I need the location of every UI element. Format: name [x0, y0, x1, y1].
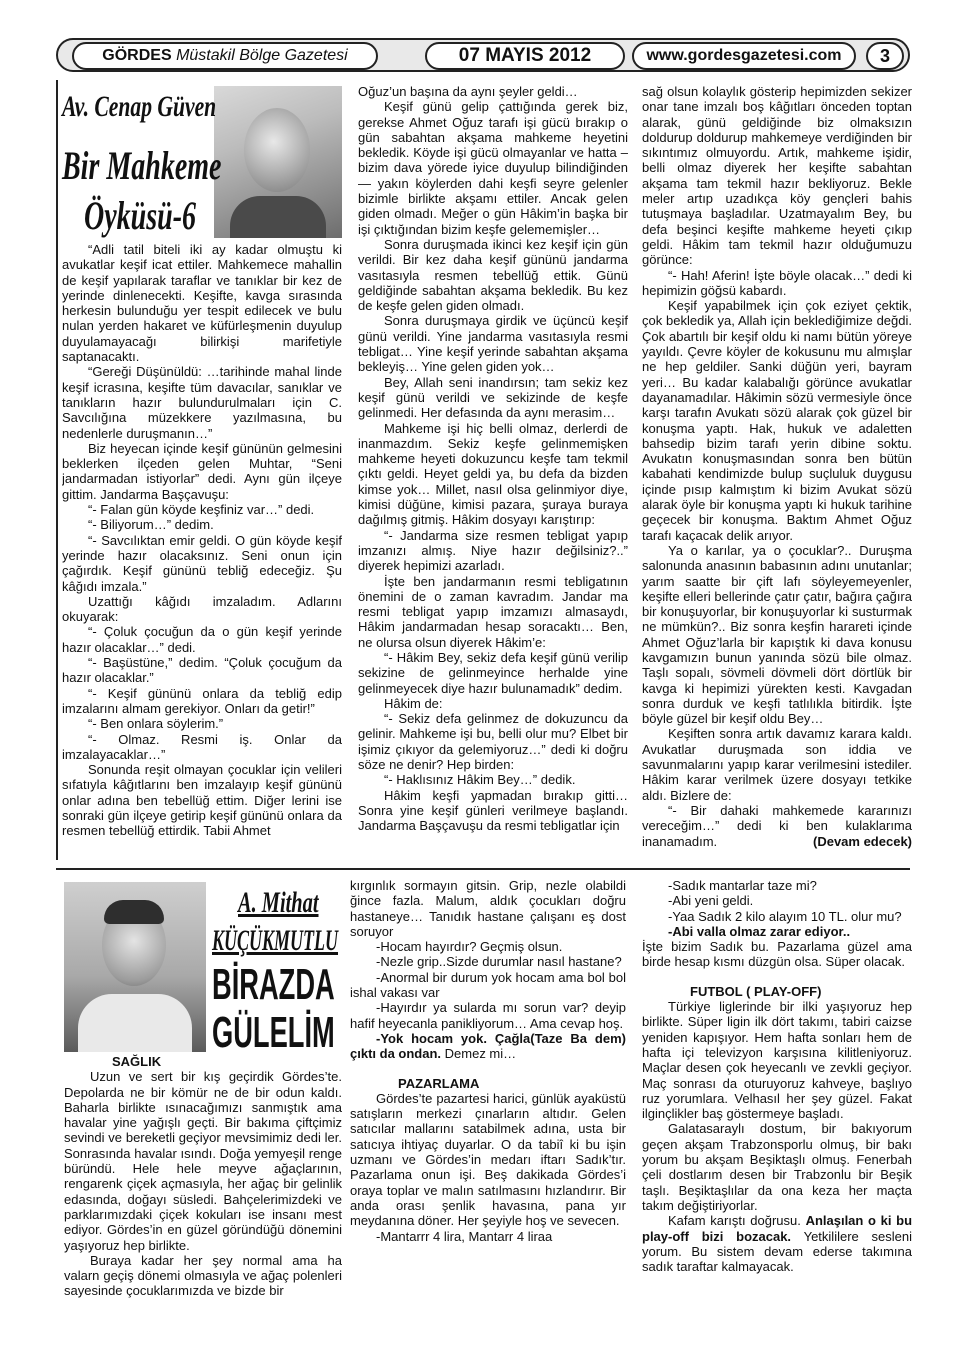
paper-name-rest: Müstakil Bölge Gazetesi	[176, 47, 348, 64]
article2-column-2	[350, 878, 626, 1316]
paragraph	[642, 1213, 912, 1274]
article-left-rule	[56, 80, 58, 860]
author-shoulders	[230, 196, 326, 238]
author-photo-mithat-kucukmutlu	[64, 882, 206, 1052]
spacer	[350, 1062, 626, 1076]
section-heading-futbol: FUTBOL ( PLAY-OFF)	[690, 983, 822, 999]
author-shirt	[78, 994, 192, 1052]
dialogue-line: -Sadık mantarlar taze mi?	[668, 878, 817, 893]
paragraph: “- Başüstüne,” dedim. “Çoluk çocuğum da hazır olacaklar.”	[62, 655, 342, 686]
paragraph: “- Savcılıktan emir geldi. O gün köyde keşif yerinde hazır olacaksınız. Seni onun için çağırdık. Keşif gününü tebliğ edeceğiz. Şu kâğıdı imzala.”	[62, 532, 342, 594]
closing-paragraph: “- Bir dahaki mahkemede kararınızı vereceğim…” dedi ki ben kulaklarıma inanamadım.	[642, 802, 912, 849]
paragraph: “- Hah! Aferin! İşte böyle olacak…” dedi ki hepimizin göğsü kabardı.	[642, 267, 912, 298]
paragraph: “- Haklısınız Hâkim Bey…” dedik.	[384, 772, 576, 788]
article1-column-3	[642, 84, 912, 862]
paragraph: sağ olsun kolaylık gösterip hepimizden sekizer onar tane imzalı boş kâğıtları önceden toptan alarak, günü geldiğinde biz olmaksızın doldurup doldurup mahkemeye verdiğinden bir sıkıntımız olmuyordu. Artık, mahkeme işidir, belli olmaz diyerek her keşifte sabahtan akşama tam tekmil hazır bekliyoruz. Bekle meler artıp uzadıkça köy gençleri bahis tutuşmaya başladılar. Uzatmayalım Bey, bu defa beşinci keşifte mahkeme heyeti çıkıp geldi. Hâkim tam tekmil hazır olduğumuzu görünce:	[642, 84, 912, 268]
paragraph: kırgınlık sormayın gitsin. Grip, nezle olabildi ğince fazla. Malum, aldık çocukları doğru hastaneye… Tanıdık hastane çalışanı eş dost soruyor	[350, 878, 626, 939]
author-name-line2: KÜÇÜKMUTLU	[212, 924, 339, 957]
paragraph: İşte ben jandarmanın resmi tebligatının önemini de o zaman kavradım. Jandar ma resmi tebligat yapıp imzamızı almasaydı, Hâkim jandarmadan hesap soracaktı… Ben, ne olursa olsun diyerek Hâkim’e:	[358, 573, 628, 650]
article-title-line2: Öyküsü-6	[84, 193, 197, 238]
article2-column-1	[64, 1054, 342, 1316]
paragraph: Gördes’te pazartesi harici, günlük ayaküstü satışların merkezi çınarların altıdır. Gelen satıcılar mallarını satabilmek adına, usta bir satıcıya ihtiyaç duyarlar. O da tabiî ki bu işin uzmanı ve Gördes’in medarı iftarı Sadık’tır. Pazarlama onun işi. Beş dakikada Gördes’i oraya toplar ve malın satılmasını hızlandırır. Bir anda orası şenlik havasına, pana yır meydanına döner. Her şeyiyle hoş ve sevecen.	[350, 1090, 626, 1229]
paragraph: Sonunda reşit olmayan çocuklar için velileri sıfatıyla kâğıtlarını ben imzalayıp keşif gününü onlar adına ben tebellüğ ettim. Diğer lerini ise sonraki gün ilçeye getirip keşif gününü onlara da resmen tebellüğ ettirdik. Tabii Ahmet	[62, 762, 342, 839]
paragraph: “- Çoluk çocuğun da o gün keşif yerinde hazır olacaklar…” dedi.	[62, 624, 342, 655]
article1-column-1	[62, 242, 342, 862]
dialogue-line: -Abi yeni geldi.	[668, 893, 754, 909]
author-face	[244, 108, 310, 192]
paragraph: Hâkim keşfi yapmadan bırakıp gitti… Sonra yine keşif günleri verilmeye başlandı. Jandarma Başçavuşu da resmi tebligatlar için	[358, 787, 628, 834]
paragraph: Biz heyecan içinde keşif gününün gelmesini beklerken ilçeden gelen Muhtar, “Seni jandarmadan istiyorlar” dedi. Aynı gün ilçeye gittim. Jandarma Başçavuşu:	[62, 440, 342, 502]
dialogue-line: -Hayırdır ya sularda mı sorun var? deyip hafif heyecanla panikliyorum… Ama cevap hoş.	[350, 1000, 626, 1031]
paragraph: Keşif günü gelip çattığında gerek biz, gerekse Ahmet Oğuz tarafı işi gücü bırakıp o gün sabahtan akşama mahkeme heyetini bekledik. Köyde işi gücü olmayanlar ve hatta –bizim dava yörede iyice duyulup bilindiğinden— yakın köylerden dahi keşfi seyre gelenler bizimle birlikte akşamı ettiler. Ancak gelen giden olmadı. Meğer o gün Hâkim’in başka bir işi çıktığından bizim keşfe gelememişler…	[358, 99, 628, 237]
article-title-line1: Bir Mahkeme	[62, 143, 222, 188]
paragraph: Türkiye liglerinde bir ilki yaşıyoruz hep birlikte. Süper ligin ilk dört takımı, tabiri caizse yeniden kapışıyor. Hem hafta sonları hem de hafta içi televizyon karşısına kilitleniyoruz. Maçlar desen çok heyecanlı ve zevkli geçiyor. Maç sonrası da oturuyoruz kahveye, başlıyo ruz yorumlara. Velhasıl her şey güzel. Fakat ilginçlikler baş göstermeye başladı.	[642, 999, 912, 1122]
section-heading-pazarlama: PAZARLAMA	[398, 1075, 480, 1091]
paragraph: Keşiften sonra artık davamız karara kaldı. Avukatlar duruşmada son iddia ve savunmalarını yapıp karar verilmesini istediler. Hâkim karar verilmek üzere dosyayı tetkike aldı. Bizlere de:	[642, 726, 912, 803]
dialogue-line: -Yaa Sadık 2 kilo alayım 10 TL. olur mu?	[668, 908, 902, 924]
column-title-line2: GÜLELİM	[212, 1008, 335, 1057]
article2-column-3	[642, 878, 912, 1316]
paragraph: Uzun ve sert bir kış geçirdik Gördes’te. Depolarda ne bir kömür ne de bir odun kaldı. Baharla birlikte ısınacağımızı sanmıştık ama havalar yine yağışlı geçti. Bir bakıma çiftçimiz sevindi ve bereketli geçiyor mevsimimiz dedi ler. Sonrasında havalar ısındı. Doğa yemyeşil renge büründü. Hele hele meyve ağaçlarının, rengarenk çiçek açmasıyla, her ağaç bir gelinlik edasında, doğayı süsledi. Bahçelerimizdeki ve parklarımızdaki çiçek kokuları ise insanı mest ediyor. Gördes’in en güzel göründüğü dönemini yaşıyoruz hep birlikte.	[64, 1069, 342, 1253]
continued-note: (Devam edecek)	[813, 833, 912, 849]
punchline: -Yok hocam yok. Çağla(Taze Ba dem) çıktı da ondan.	[350, 1030, 626, 1062]
author-name-line1: A. Mithat	[238, 886, 319, 919]
paragraph: “- Olmaz. Resmi iş. Onlar da imzalayacaklar…”	[62, 731, 342, 762]
text: Kafam karıştı doğrusu.	[668, 1213, 801, 1229]
dialogue-line: -Hocam hayırdır? Geçmiş olsun.	[376, 939, 563, 955]
author-photo-cenap-guven	[214, 86, 342, 238]
dialogue-line: -Mantarrr 4 lira, Mantarr 4 liraa	[376, 1228, 553, 1244]
paper-name-bold: GÖRDES	[102, 47, 172, 64]
paragraph: “- Ben onlara söylerim.”	[88, 716, 224, 732]
section-divider	[56, 868, 910, 870]
paragraph: “- Sekiz defa gelinmez de dokuzuncu da gelinir. Mahkeme işi bu, belli olur mu? Elbet bir işimiz çıkıyor da gelemiyoruz…” dedi ki doğru söze ne denir? Hep birden:	[358, 711, 628, 773]
emphasis: Anlaşılan o ki bu play-off bizi bozacak.	[642, 1213, 912, 1244]
issue-date: 07 MAYIS 2012	[425, 42, 625, 70]
paragraph: “- Falan gün köyde keşfiniz var…” dedi.	[88, 502, 315, 518]
paragraph: Hâkim de:	[384, 695, 443, 711]
text: Yetkililere sesleni yorum. Bu sistem devam ederse takımına sadık taraftar kalmayacak.	[642, 1228, 912, 1275]
author-name: Av. Cenap Güven	[62, 90, 217, 123]
paragraph: “- Jandarma size resmen tebligat yapıp imzanızı almış. Niye hazır değilsiniz?..” diyerek hepimizi azarladı.	[358, 527, 628, 574]
dialogue-line: -Nezle grip..Sizde durumlar nasıl hastane?	[376, 954, 622, 970]
paragraph: “- Biliyorum…” dedim.	[88, 517, 214, 533]
punchline-tail: Demez mi…	[444, 1046, 517, 1062]
author-hair	[104, 900, 164, 924]
dialogue-line: -Anormal bir durum yok hocam ama bol bol ishal vakası var	[350, 969, 626, 1001]
paragraph	[642, 803, 912, 849]
dialogue-line	[350, 1031, 626, 1062]
paper-name	[72, 42, 378, 70]
spacer	[642, 970, 912, 984]
paragraph: Ya o karılar, ya o çocuklar?.. Duruşma salonunda anasının babasının adını unutanlar; yarım saatte bir çift lafı söyleyemeyenler, keşifte elleri bellerinde çatır çatır, bağıra çağıra bir konuşuyorlar, bir konuşuyorlar ki susturmak ne mümkün?.. Biz sonra keşfin harareti içinde Ahmet Oğuz’larla bir kapıştık ki dava konusu kavgamızın bunun yanında sözü bile olmaz. Taşlı sopalı, sövmeli dövmeli dört dörtlük bir kavga ki hepimizi yürekten kesti. Kavgadan sonra durduk ve keşfi tatlılıkla bitirdik. İşte böyle güzel bir keşif oldu Bey…	[642, 542, 912, 727]
paragraph: Galatasaraylı dostum, bir bakıyorum geçen akşam Trabzonsporlu olmuş, bir bakı yorum bu akşam Beşiktaşlı olmuş. Fenerbah çeli dostlarım desen bir Trabzonlu bir Beşik taşlı. Beşiktaşlılar da ona keza her maçta takım değiştiriyorlar.	[642, 1121, 912, 1213]
section-heading-saglik: SAĞLIK	[112, 1054, 162, 1069]
paragraph: Uzattığı kâğıdı imzaladım. Adlarını okuyarak:	[62, 593, 342, 625]
paragraph: “- Keşif gününü onlara da tebliğ edip imzalarını almam gerekiyor. Onları da getir!”	[62, 685, 342, 716]
dialogue-line: -Abi valla olmaz zarar ediyor..	[668, 923, 851, 939]
paragraph: “Gereği Düşünüldü: …tarihinde mahal linde keşif icrasına, keşifte tüm davacılar, sanıklar ve tanıkların hazır bulundurulmaları için C. Savcılığına müzekkere yazılmasına, bu nedenlerle duruşmanın…”	[62, 364, 342, 441]
paragraph: Mahkeme işi hiç belli olmaz, derlerdi de inanmazdım. Sekiz keşfe gelinmemişken mahkeme heyeti dokuzuncu keşfe tam tekmil çıktı geldi. Heyet geldi ya, bu defa da bizden kimse yok… Millet, nasıl olsa gelinmiyor diye, kimisi düğüne, kimisi pazara, şuraya buraya dağılmış gitmiş. Hâkim dosyayı karıştırıp:	[358, 420, 628, 528]
paragraph: “- Hâkim Bey, sekiz defa keşif günü verilip sekizine de gelinmeyince herhalde yine gelinmeyecek diye hazır bulunamadık” dedim.	[358, 649, 628, 696]
website-link[interactable]: www.gordesgazetesi.com	[632, 42, 856, 70]
page-number: 3	[866, 42, 904, 70]
paragraph: Sonra duruşmaya girdik ve üçüncü keşif günü verildi. Yine jandarma vasıtasıyla resmi tebligat… Yine keşif yerinde sabahtan akşama bekleyiş… Yine gelen giden yok…	[358, 313, 628, 375]
paragraph: İşte bizim Sadık bu. Pazarlama güzel ama birde hesap kısmı düzgün olsa. Süper olacak.	[642, 939, 912, 970]
paragraph: Buraya kadar her şey normal ama ha valarn geçiş dönemi olmasıyla ve ağaç polenleri sayesinde çocuklarımızda ve bizde bir	[64, 1252, 342, 1299]
paragraph: Sonra duruşmada ikinci kez keşif için gün verildi. Bir kez daha keşif gününü jandarma vasıtasıyla resmen tebellüğ ettik. Günü geldiğinde sabahtan akşama bekledik. Bu kez de keşfe gelen giden olmadı.	[358, 236, 628, 314]
paragraph: “Adli tatil biteli iki ay kadar olmuştu ki avukatlar keşif icat ettiler. Mahkemece mahallin de keşif yapılarak taraflar ve tanıklar bir kez de yerinde dinlenecekti. Keşifte, kavga sırasında herkesin bulunduğu yer tespit edilecek ve bulu nulan yerden hakaret ve küfürleşmenin duyulup duyulamayacağı bilirkişi marifetiyle saptanacaktı.	[62, 242, 342, 365]
article1-column-2	[358, 84, 628, 862]
paragraph: Oğuz’un başına da aynı şeyler geldi…	[358, 84, 578, 99]
paragraph: Bey, Allah seni inandırsın; tam sekiz kez keşif günü verildi ve sekizinde de keşfe gelinmedi. Her defasında da aynı merasim…	[358, 374, 628, 421]
column-title-line1: BİRAZDA	[212, 960, 335, 1009]
paragraph: Keşif yapabilmek için çok eziyet çektik, çok bekledik ya, Allah için beklediğimize değdi. Çok abartılı bir keşif oldu ki namı bütün yöreye yayıldı. Çevre köyler de kokusunu mu almışlar ne hep geldiler. Sanki düğün yeri, bayram yeri… Bu kadar kalabalığı görünce avukatlar dayanamadılar. Hâkimin sözü vermesiyle önce karşı tarafın Avukatı sözü alarak çok güzel bir konuşma yaptı. Hak, hukuk ve adaletten bahsedip bizim tarafı yerin dibine soktu. Avukatın konuşmasından sonra ben bütün kabahati kendimizde bulup suçluluk duygusu içinde pısıp kalmıştım ki bizim Avukat sözü alarak öyle bir konuşma yaptı ki hukuk tarihine geçecek bir konuşma. Baktım Ahmet Oğuz tarafı kaçacak delik arıyor.	[642, 298, 912, 543]
